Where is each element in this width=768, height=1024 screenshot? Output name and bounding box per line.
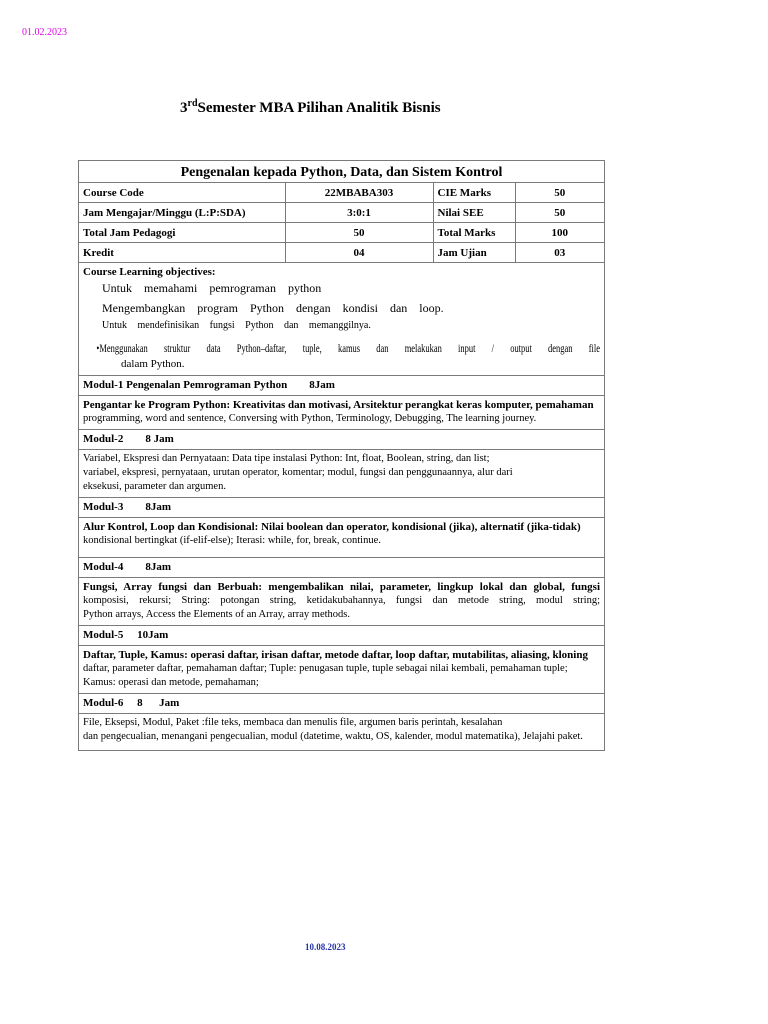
objective-item: dalam Python.: [121, 358, 185, 370]
semester-number: 3: [180, 100, 188, 116]
module-heading: Modul-2 8 Jam: [79, 430, 604, 450]
module-heading: Modul-4 8Jam: [79, 558, 604, 578]
info-value: 50: [515, 183, 604, 203]
info-value: 03: [515, 243, 604, 263]
table-row: [79, 223, 604, 243]
module-content: [79, 646, 604, 694]
module-content: [79, 450, 604, 498]
module-text-line: dan pengecualian, menangani pengecualian, modul (datetime, waktu, OS, kalender, modul matematika), Jelajahi paket.: [83, 731, 583, 742]
info-label: Course Code: [79, 183, 285, 203]
info-label: CIE Marks: [433, 183, 515, 203]
info-label: Total Jam Pedagogi: [79, 223, 285, 243]
module-topic-lead: Pengantar ke Program Python: Kreativitas dan motivasi, Arsitektur perangkat keras komputer, pemahaman: [83, 399, 594, 411]
info-value: 100: [515, 223, 604, 243]
info-label: Nilai SEE: [433, 203, 515, 223]
module-text-line: daftar, parameter daftar, pemahaman daftar; Tuple: penugasan tuple, tuple sebagai nilai kembali, pemahaman tuple;: [83, 663, 568, 674]
date-stamp-bottom: 10.08.2023: [305, 942, 346, 952]
course-info-table: [79, 183, 604, 263]
objective-item: Untuk memahami pemrograman python: [102, 281, 322, 295]
module-text-line: komposisi, rekursi; String: potongan string, ketidakubahannya, fungsi dan metode string, modul string;: [83, 595, 600, 606]
info-value: 04: [285, 243, 433, 263]
module-text-line: kondisional bertingkat (if-elif-else); Iterasi: while, for, break, continue.: [83, 535, 381, 546]
module-text-line: File, Eksepsi, Modul, Paket :file teks, membaca dan menulis file, argumen baris perintah, kesalahan: [83, 717, 503, 728]
objective-item: •Menggunakan struktur data Python–daftar, tuple, kamus dan melakukan input / output dengan file: [96, 341, 600, 355]
page-title-text: Semester MBA Pilihan Analitik Bisnis: [197, 100, 441, 116]
info-value: 50: [515, 203, 604, 223]
info-value: 50: [285, 223, 433, 243]
semester-ordinal: rd: [187, 98, 198, 109]
module-content: [79, 714, 604, 751]
syllabus-table: [78, 160, 605, 751]
course-objectives: [79, 263, 604, 376]
table-row: [79, 183, 604, 203]
objective-item: Untuk mendefinisikan fungsi Python dan memanggilnya.: [102, 320, 371, 331]
info-label: Jam Ujian: [433, 243, 515, 263]
module-topic-lead: Alur Kontrol, Loop dan Kondisional: Nilai boolean dan operator, kondisional (jika), alternatif (jika-tidak): [83, 521, 581, 533]
module-text-line: Kamus: operasi dan metode, pemahaman;: [83, 677, 259, 688]
date-stamp-top: 01.02.2023: [22, 27, 67, 38]
module-text-line: Variabel, Ekspresi dan Pernyataan: Data tipe instalasi Python: Int, float, Boolean, string, dan list;: [83, 453, 490, 464]
objective-item: Mengembangkan program Python dengan kondisi dan loop.: [102, 301, 444, 315]
module-content: [79, 396, 604, 430]
module-heading: Modul-5 10Jam: [79, 626, 604, 646]
table-row: [79, 243, 604, 263]
course-title: Pengenalan kepada Python, Data, dan Sistem Kontrol: [79, 161, 604, 183]
page-title: [180, 98, 441, 117]
info-value: 22MBABA303: [285, 183, 433, 203]
module-topic-lead: Fungsi, Array fungsi dan Berbuah: mengembalikan nilai, parameter, lingkup lokal dan global, fungsi: [83, 581, 600, 593]
info-value: 3:0:1: [285, 203, 433, 223]
module-heading: Modul-3 8Jam: [79, 498, 604, 518]
module-text-line: variabel, ekspresi, pernyataan, urutan operator, komentar; modul, fungsi dan penggunaannya, alur dari: [83, 467, 513, 478]
module-heading: Modul-1 Pengenalan Pemrograman Python 8Jam: [79, 376, 604, 396]
module-content: [79, 518, 604, 558]
info-label: Jam Mengajar/Minggu (L:P:SDA): [79, 203, 285, 223]
info-label: Total Marks: [433, 223, 515, 243]
module-text-line: eksekusi, parameter dan argumen.: [83, 481, 226, 492]
info-label: Kredit: [79, 243, 285, 263]
module-heading: Modul-6 8 Jam: [79, 694, 604, 714]
table-row: [79, 203, 604, 223]
objectives-heading: Course Learning objectives:: [83, 266, 216, 278]
module-text-line: programming, word and sentence, Conversing with Python, Terminology, Debugging, The learning journey.: [83, 413, 537, 424]
module-content: [79, 578, 604, 626]
module-text-line: Python arrays, Access the Elements of an Array, array methods.: [83, 609, 350, 620]
module-topic-lead: Daftar, Tuple, Kamus: operasi daftar, irisan daftar, metode daftar, loop daftar, mutabilitas, aliasing, kloning: [83, 649, 588, 661]
